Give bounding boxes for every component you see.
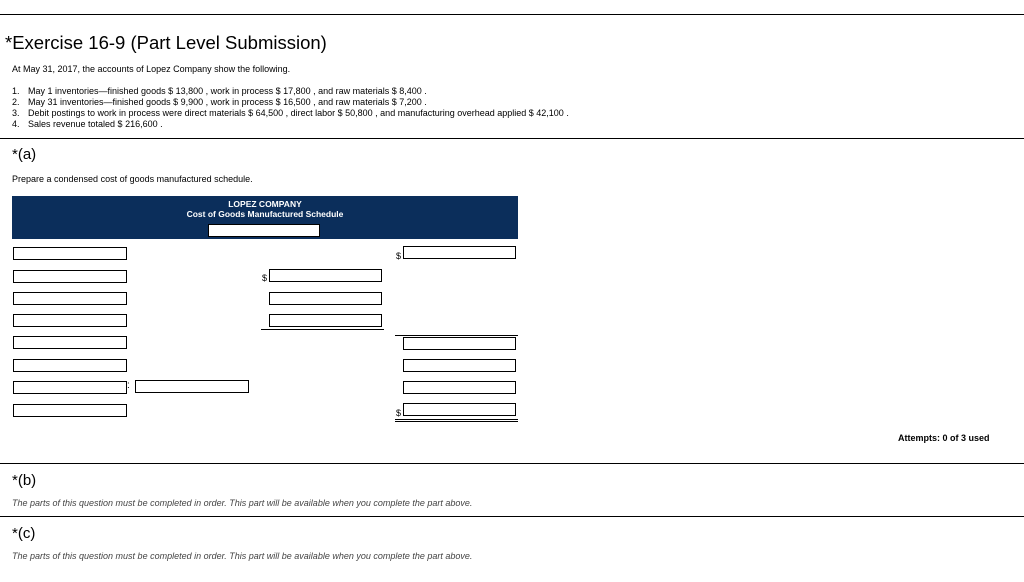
intro-text: At May 31, 2017, the accounts of Lopez Company show the following. <box>12 64 291 74</box>
amount-input[interactable] <box>403 246 516 259</box>
dollar-sign: $ <box>396 408 402 418</box>
part-c-divider <box>0 516 1024 517</box>
amount-input[interactable] <box>403 403 516 416</box>
part-b-label: *(b) <box>12 472 37 489</box>
account-label-input[interactable] <box>13 247 127 260</box>
subtotal-underline <box>261 329 384 330</box>
part-c-note: The parts of this question must be completed in order. This part will be available when you complete the part above. <box>12 551 473 561</box>
amount-input[interactable] <box>403 381 516 394</box>
amount-input[interactable] <box>269 314 382 327</box>
dollar-sign: $ <box>262 273 268 283</box>
account-label-input[interactable] <box>13 404 127 417</box>
amount-input[interactable] <box>403 359 516 372</box>
amount-input[interactable] <box>269 269 382 282</box>
account-label-input[interactable] <box>135 380 249 393</box>
colon-separator: : <box>127 380 130 391</box>
part-a-divider <box>0 138 1024 139</box>
account-label-input[interactable] <box>13 314 127 327</box>
list-item: 1. May 1 inventories—finished goods $ 13,800 , work in process $ 17,800 , and raw materials $ 8,400 . <box>12 86 427 96</box>
amount-input[interactable] <box>269 292 382 305</box>
company-name: LOPEZ COMPANY <box>228 199 302 209</box>
top-divider <box>0 14 1024 15</box>
part-a-prompt: Prepare a condensed cost of goods manufactured schedule. <box>12 174 253 184</box>
part-b-note: The parts of this question must be completed in order. This part will be available when you complete the part above. <box>12 498 473 508</box>
part-c-label: *(c) <box>12 525 36 542</box>
account-label-input[interactable] <box>13 336 127 349</box>
given-data-list <box>12 86 569 130</box>
attempts-counter: Attempts: 0 of 3 used <box>898 433 990 443</box>
list-item: 3. Debit postings to work in process were direct materials $ 64,500 , direct labor $ 50,800 , and manufacturing overhead applied $ 42,100 . <box>12 108 569 118</box>
account-label-input[interactable] <box>13 292 127 305</box>
dollar-sign: $ <box>396 251 402 261</box>
amount-input[interactable] <box>403 337 516 350</box>
account-label-input[interactable] <box>13 359 127 372</box>
total-overline <box>395 335 518 336</box>
list-item: 4. Sales revenue totaled $ 216,600 . <box>12 119 163 129</box>
part-a-label: *(a) <box>12 146 37 163</box>
double-underline-bottom <box>395 421 518 422</box>
schedule-title: Cost of Goods Manufactured Schedule <box>186 209 344 219</box>
schedule-date-input[interactable] <box>208 224 320 237</box>
list-item: 2. May 31 inventories—finished goods $ 9,900 , work in process $ 16,500 , and raw materials $ 7,200 . <box>12 97 427 107</box>
account-label-input[interactable] <box>13 381 127 394</box>
account-label-input[interactable] <box>13 270 127 283</box>
part-b-divider <box>0 463 1024 464</box>
double-underline-top <box>395 419 518 420</box>
page-title: *Exercise 16-9 (Part Level Submission) <box>5 32 327 53</box>
